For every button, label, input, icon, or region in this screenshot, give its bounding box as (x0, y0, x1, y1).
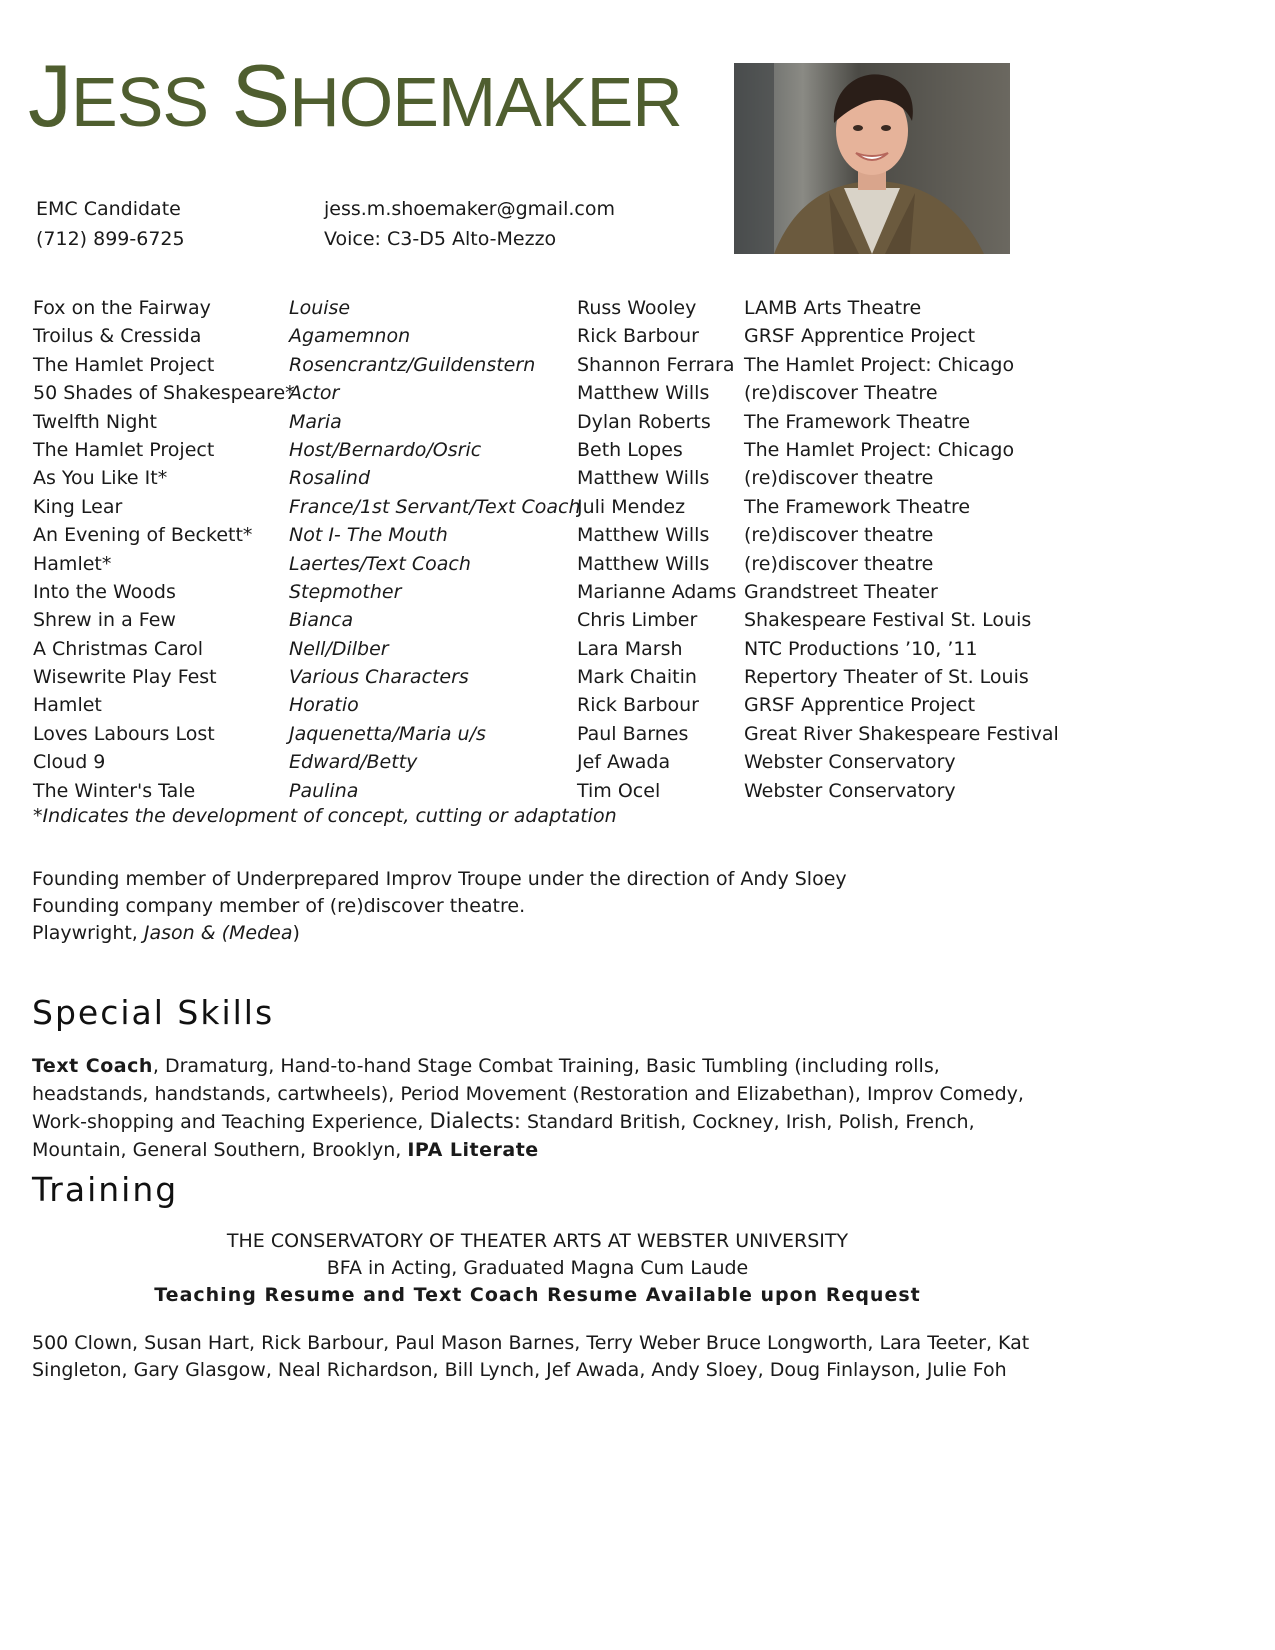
credit-role: Bianca (289, 609, 354, 632)
credit-show: Into the Woods (33, 580, 176, 603)
credit-role: Nell/Dilber (289, 637, 389, 660)
credit-row (33, 322, 1044, 350)
credit-company: NTC Productions ’10, ’11 (744, 637, 978, 660)
credit-row (33, 379, 1044, 407)
credit-row (33, 408, 1044, 436)
credit-row (33, 436, 1044, 464)
credit-show: Twelfth Night (33, 410, 157, 433)
credit-row (33, 663, 1044, 691)
credit-role: Louise (289, 297, 351, 319)
credit-role: Maria (289, 410, 342, 433)
credit-row (33, 550, 1044, 578)
special-skills-text (32, 1053, 1032, 1164)
special-skills-heading: Special Skills (32, 993, 275, 1032)
credit-role: Stepmother (289, 580, 402, 603)
credit-director: Matthew Wills (577, 382, 710, 405)
credit-role: Rosalind (289, 467, 371, 490)
credit-company: Webster Conservatory (744, 779, 956, 802)
name-initial-first: J (28, 46, 71, 145)
credit-director: Dylan Roberts (577, 410, 711, 433)
skills-list-part1: , Dramaturg, Hand-to-hand Stage Combat Training, Basic Tumbling (including rolls, headstands, handstands, cartwheels), Period Movement (Restoration and Elizabethan), Improv Comedy, Work-shopping and Teaching Experience, (32, 1055, 1024, 1133)
credit-show: Loves Labours Lost (33, 722, 215, 745)
resume-name (28, 46, 682, 145)
extra-line-company: Founding company member of (re)discover theatre. (32, 895, 526, 917)
credit-company: LAMB Arts Theatre (744, 297, 922, 319)
credit-role: Various Characters (289, 666, 469, 689)
credit-role: Jaquenetta/Maria u/s (289, 722, 486, 745)
credit-show: The Hamlet Project (33, 438, 215, 461)
name-rest-first: ESS (71, 63, 209, 141)
credit-role: Laertes/Text Coach (289, 552, 471, 575)
training-school-block (0, 1228, 1075, 1309)
credit-row (33, 464, 1044, 492)
credits-footnote: *Indicates the development of concept, cutting or adaptation (33, 805, 617, 827)
name-rest-last: HOEMAKER (289, 63, 682, 141)
credit-show: 50 Shades of Shakespeare* (33, 382, 295, 405)
credit-company: Great River Shakespeare Festival (744, 722, 1059, 745)
credit-show: Cloud 9 (33, 751, 106, 774)
credit-show: King Lear (33, 495, 123, 518)
phone-number: (712) 899-6725 (36, 228, 185, 250)
credit-director: Matthew Wills (577, 524, 710, 547)
credit-director: Matthew Wills (577, 552, 710, 575)
credit-show: Hamlet* (33, 552, 112, 575)
credit-director: Rick Barbour (577, 694, 699, 717)
credit-company: GRSF Apprentice Project (744, 694, 976, 717)
extra-line-playwright (32, 920, 847, 947)
voice-range: Voice: C3-D5 Alto-Mezzo (324, 228, 557, 250)
credit-company: The Framework Theatre (744, 495, 971, 518)
credit-show: The Winter's Tale (33, 779, 196, 802)
credit-director: Mark Chaitin (577, 666, 697, 689)
contact-right (324, 194, 615, 254)
credit-row (33, 493, 1044, 521)
playwright-title: Jason & (Medea (143, 922, 293, 944)
skill-ipa: IPA Literate (407, 1138, 539, 1161)
credit-row (33, 748, 1044, 776)
credit-company: (re)discover Theatre (744, 382, 938, 405)
headshot-photo (734, 63, 1010, 254)
credit-role: Horatio (289, 694, 359, 717)
credit-company: (re)discover theatre (744, 524, 934, 547)
credit-show: An Evening of Beckett* (33, 524, 253, 547)
credit-company: Repertory Theater of St. Louis (744, 666, 1029, 689)
credit-director: Marianne Adams (577, 580, 737, 603)
credit-row (33, 578, 1044, 606)
contact-left (36, 194, 185, 254)
credit-row (33, 777, 1044, 805)
credit-show: The Hamlet Project (33, 353, 215, 376)
credit-role: Host/Bernardo/Osric (289, 438, 482, 461)
credit-director: Paul Barnes (577, 722, 689, 745)
credit-company: The Hamlet Project: Chicago (744, 438, 1015, 461)
credit-show: Hamlet (33, 694, 102, 717)
credit-company: GRSF Apprentice Project (744, 325, 976, 348)
credits-table (33, 294, 1059, 805)
credit-company: (re)discover theatre (744, 552, 934, 575)
training-heading: Training (32, 1170, 179, 1209)
extra-line-improv: Founding member of Underprepared Improv Troupe under the direction of Andy Sloey (32, 868, 847, 890)
training-school: THE CONSERVATORY OF THEATER ARTS AT WEBSTER UNIVERSITY (226, 1230, 849, 1252)
credit-director: Russ Wooley (577, 297, 697, 319)
credit-row (33, 691, 1044, 719)
credit-row (33, 521, 1044, 549)
credit-role: Agamemnon (289, 325, 411, 348)
extras-section (32, 866, 847, 947)
credit-company: The Framework Theatre (744, 410, 971, 433)
credit-company: Grandstreet Theater (744, 580, 938, 603)
credit-row (33, 720, 1059, 748)
credit-show: Fox on the Fairway (33, 297, 211, 319)
credit-director: Tim Ocel (577, 779, 661, 802)
credit-director: Jef Awada (577, 751, 671, 774)
skills-list-part2: Standard British, Cockney, Irish, Polish, French, Mountain, General Southern, Brooklyn, (32, 1111, 975, 1161)
skill-text-coach: Text Coach (32, 1055, 153, 1077)
training-degree: BFA in Acting, Graduated Magna Cum Laude (326, 1257, 749, 1279)
credit-show: Troilus & Cressida (33, 325, 202, 348)
training-availability: Teaching Resume and Text Coach Resume Available upon Request (154, 1284, 921, 1306)
credit-role: Actor (289, 382, 340, 405)
credit-row (33, 294, 1044, 322)
dialects-label: Dialects: (429, 1109, 521, 1133)
credit-director: Matthew Wills (577, 467, 710, 490)
training-teachers: 500 Clown, Susan Hart, Rick Barbour, Paul Mason Barnes, Terry Weber Bruce Longworth, Lara Teeter, Kat Singleton, Gary Glasgow, Neal Richardson, Bill Lynch, Jef Awada, Andy Sloey, Doug Finlayson, Julie Foh (32, 1332, 1030, 1381)
playwright-prefix: Playwright, (32, 922, 144, 944)
headshot-illustration (734, 63, 1010, 254)
credit-show: As You Like It* (33, 467, 168, 490)
credit-role: Not I- The Mouth (289, 524, 448, 547)
credit-company: Webster Conservatory (744, 751, 956, 774)
credit-director: Lara Marsh (577, 637, 683, 660)
credit-show: A Christmas Carol (33, 637, 204, 660)
credit-show: Wisewrite Play Fest (33, 666, 217, 689)
credit-row (33, 635, 1044, 663)
email-address: jess.m.shoemaker@gmail.com (324, 198, 615, 220)
credit-director: Beth Lopes (577, 438, 683, 461)
credit-director: Shannon Ferrara (577, 353, 735, 376)
credit-company: The Hamlet Project: Chicago (744, 353, 1015, 376)
name-initial-last: S (231, 46, 290, 145)
credit-role: France/1st Servant/Text Coach (289, 495, 581, 518)
union-status: EMC Candidate (36, 198, 181, 220)
credit-company: Shakespeare Festival St. Louis (744, 609, 1032, 632)
credit-role: Edward/Betty (289, 751, 418, 774)
credit-company: (re)discover theatre (744, 467, 934, 490)
credit-role: Paulina (289, 779, 359, 802)
credit-row (33, 606, 1044, 634)
credit-director: Rick Barbour (577, 325, 699, 348)
credit-role: Rosencrantz/Guildenstern (289, 353, 536, 376)
credit-show: Shrew in a Few (33, 609, 176, 632)
credit-director: Juli Mendez (577, 495, 686, 518)
credit-director: Chris Limber (577, 609, 698, 632)
credit-row (33, 351, 1044, 379)
playwright-suffix: ) (292, 922, 300, 944)
